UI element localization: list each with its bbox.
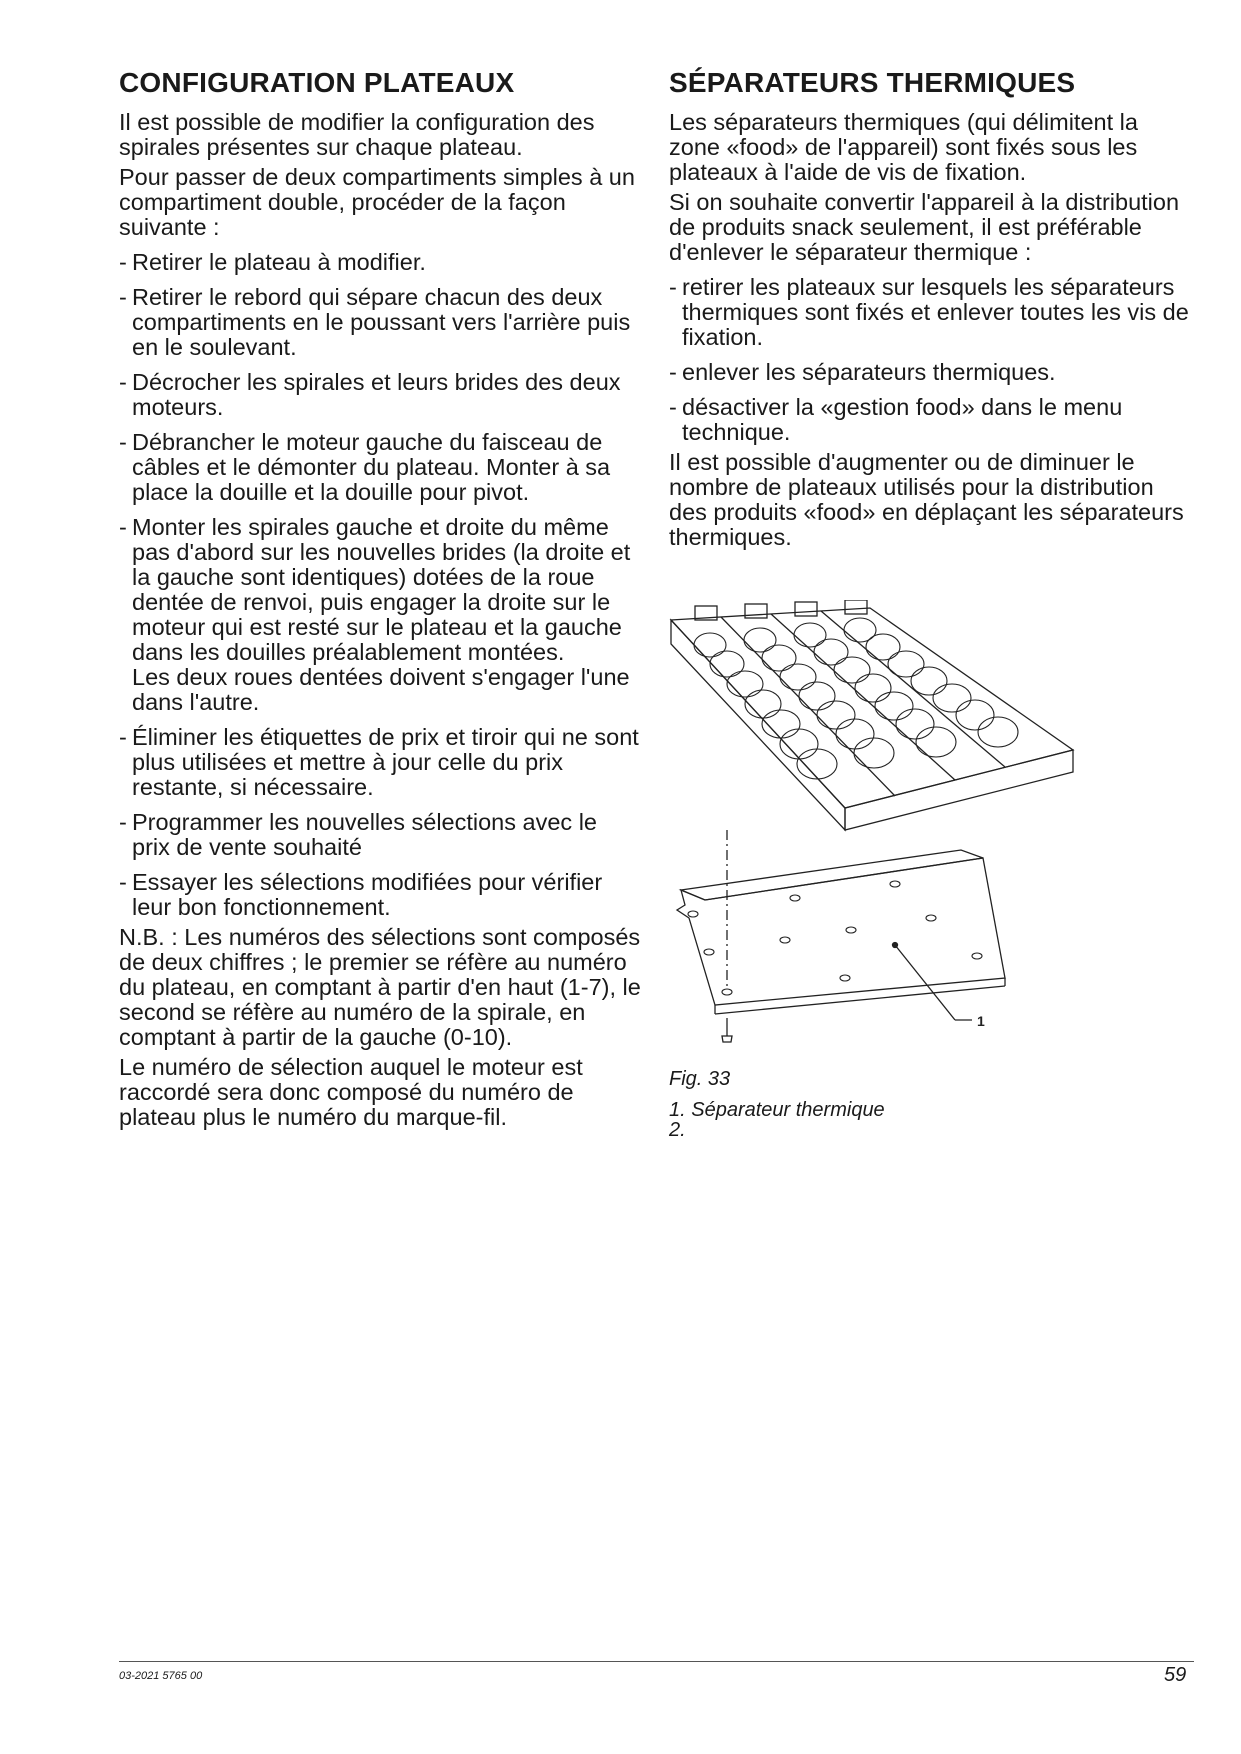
list-item: - enlever les séparateurs thermiques. <box>669 360 1191 385</box>
tray-separator-illustration <box>665 600 1085 1070</box>
step-list <box>669 275 1191 445</box>
note-paragraph: N.B. : Les numéros des sélections sont composés de deux chiffres ; le premier se réfère au numéro du plateau, en comptant à partir d'en haut (1-7), le second se réfère au numéro de la spirale, en comptant à partir de la gauche (0-10). <box>119 924 641 1050</box>
paragraph: Pour passer de deux compartiments simples à un compartiment double, procéder de la façon suivante : <box>119 164 635 240</box>
section-heading-configuration: CONFIGURATION PLATEAUX <box>119 67 515 98</box>
list-item: - Décrocher les spirales et leurs brides des deux moteurs. <box>119 370 641 420</box>
right-column <box>669 62 1191 555</box>
document-code: 03-2021 5765 00 <box>119 1670 203 1682</box>
paragraph: Il est possible d'augmenter ou de diminuer le nombre de plateaux utilisés pour la distribution des produits «food» en déplaçant les séparateurs thermiques. <box>669 449 1184 550</box>
paragraph: Le numéro de sélection auquel le moteur est raccordé sera donc composé du numéro de plateau plus le numéro du marque-fil. <box>119 1054 583 1130</box>
list-item: - retirer les plateaux sur lesquels les séparateurs thermiques sont fixés et enlever toutes les vis de fixation. <box>669 275 1191 350</box>
callout-label: 1 <box>977 1013 985 1029</box>
list-item: - Monter les spirales gauche et droite du même pas d'abord sur les nouvelles brides (la droite et la gauche sont identiques) dotées de la roue dentée de renvoi, puis engager la droite sur le moteur qui est resté sur le plateau et la gauche dans les douilles préalablement montées. Les deux roues dentées doivent s'engager l'une dans l'autre. <box>119 515 641 715</box>
left-column <box>119 62 641 1135</box>
list-item: - Débrancher le moteur gauche du faisceau de câbles et le démonter du plateau. Monter à sa place la douille et la douille pour pivot. <box>119 430 641 505</box>
figure-legend <box>669 1100 885 1140</box>
paragraph: Les séparateurs thermiques (qui délimitent la zone «food» de l'appareil) sont fixés sous les plateaux à l'aide de vis de fixation. <box>669 109 1138 185</box>
list-item: - Essayer les sélections modifiées pour vérifier leur bon fonctionnement. <box>119 870 641 920</box>
list-item: - Programmer les nouvelles sélections avec le prix de vente souhaité <box>119 810 641 860</box>
list-item: - désactiver la «gestion food» dans le menu technique. <box>669 395 1191 445</box>
paragraph: Si on souhaite convertir l'appareil à la distribution de produits snack seulement, il est préférable d'enlever le séparateur thermique : <box>669 189 1180 265</box>
list-item-note: Les deux roues dentées doivent s'engager l'une dans l'autre. <box>132 664 630 715</box>
section-heading-separateurs: SÉPARATEURS THERMIQUES <box>669 67 1076 98</box>
list-item: - Retirer le plateau à modifier. <box>119 250 641 275</box>
step-list <box>119 250 641 920</box>
legend-item: 2. <box>669 1119 686 1141</box>
page-number: 59 <box>1164 1664 1187 1686</box>
footer-divider <box>119 1661 1194 1662</box>
list-item: - Retirer le rebord qui sépare chacun des deux compartiments en le poussant vers l'arrière puis en le soulevant. <box>119 285 641 360</box>
figure-caption: Fig. 33 <box>669 1068 731 1090</box>
legend-item: 1. Séparateur thermique <box>669 1099 885 1121</box>
list-item: - Éliminer les étiquettes de prix et tiroir qui ne sont plus utilisées et mettre à jour celle du prix restante, si nécessaire. <box>119 725 641 800</box>
paragraph: Il est possible de modifier la configuration des spirales présentes sur chaque plateau. <box>119 109 595 160</box>
